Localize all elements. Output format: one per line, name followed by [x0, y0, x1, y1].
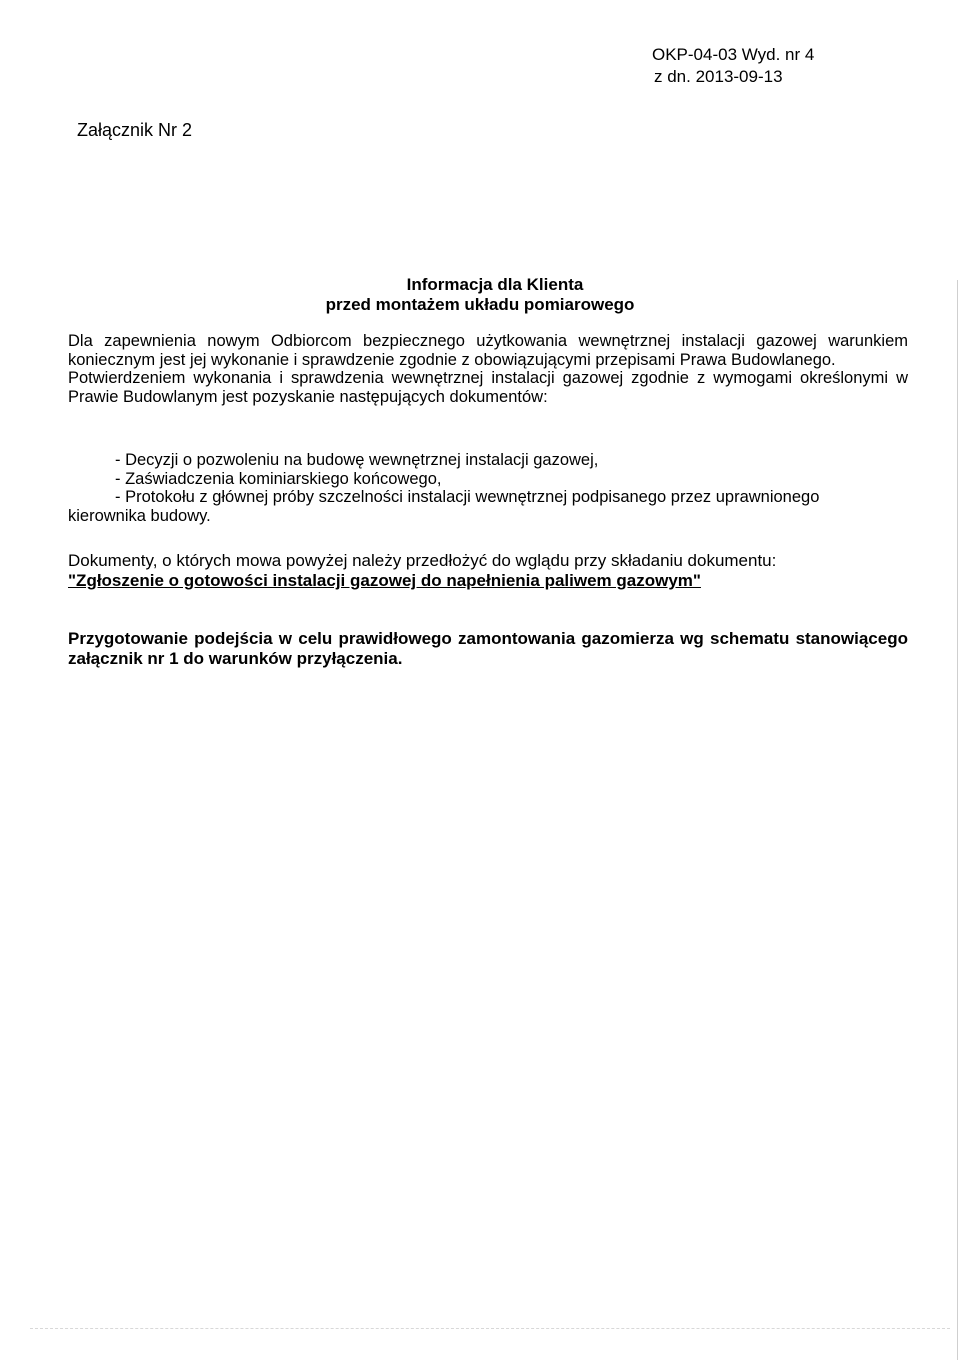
scan-edge-line — [957, 280, 958, 1360]
title-line-2: przed montażem układu pomiarowego — [325, 295, 635, 314]
preparation-note: Przygotowanie podejścia w celu prawidłowego zamontowania gazomierza wg schematu stanowiącego załącznik nr 1 do warunków przyłączenia. — [68, 629, 908, 668]
document-code: OKP-04-03 Wyd. nr 4 — [652, 45, 815, 64]
required-documents-list — [68, 451, 908, 525]
document-reference — [652, 44, 814, 88]
body-paragraphs — [68, 332, 908, 406]
list-item: - Decyzji o pozwoleniu na budowę wewnętrznej instalacji gazowej, — [115, 451, 599, 469]
form-name: "Zgłoszenie o gotowości instalacji gazowej do napełnienia paliwem gazowym" — [68, 571, 701, 590]
list-item: - Protokołu z głównej próby szczelności instalacji wewnętrznej podpisanego przez uprawnionego — [115, 488, 820, 506]
documents-note-text: Dokumenty, o których mowa powyżej należy przedłożyć do wglądu przy składaniu dokumentu: — [68, 551, 777, 570]
list-item-continuation: kierownika budowy. — [68, 506, 211, 525]
document-date: z dn. 2013-09-13 — [654, 67, 783, 86]
document-title — [0, 275, 960, 315]
scan-bottom-line — [30, 1328, 950, 1330]
list-item: - Zaświadczenia kominiarskiego końcowego, — [115, 469, 442, 488]
title-line-1: Informacja dla Klienta — [406, 275, 584, 294]
documents-note — [68, 551, 908, 591]
confirmation-paragraph: Potwierdzeniem wykonania i sprawdzenia wewnętrznej instalacji gazowej zgodnie z wymogami określonymi w Prawie Budowlanym jest pozyskanie następujących dokumentów: — [68, 369, 908, 406]
intro-paragraph: Dla zapewnienia nowym Odbiorcom bezpiecznego użytkowania wewnętrznej instalacji gazowej warunkiem koniecznym jest jej wykonanie i sprawdzenie zgodnie z obowiązującymi przepisami Prawa Budowlanego. — [68, 332, 908, 369]
attachment-label: Załącznik Nr 2 — [77, 120, 193, 140]
